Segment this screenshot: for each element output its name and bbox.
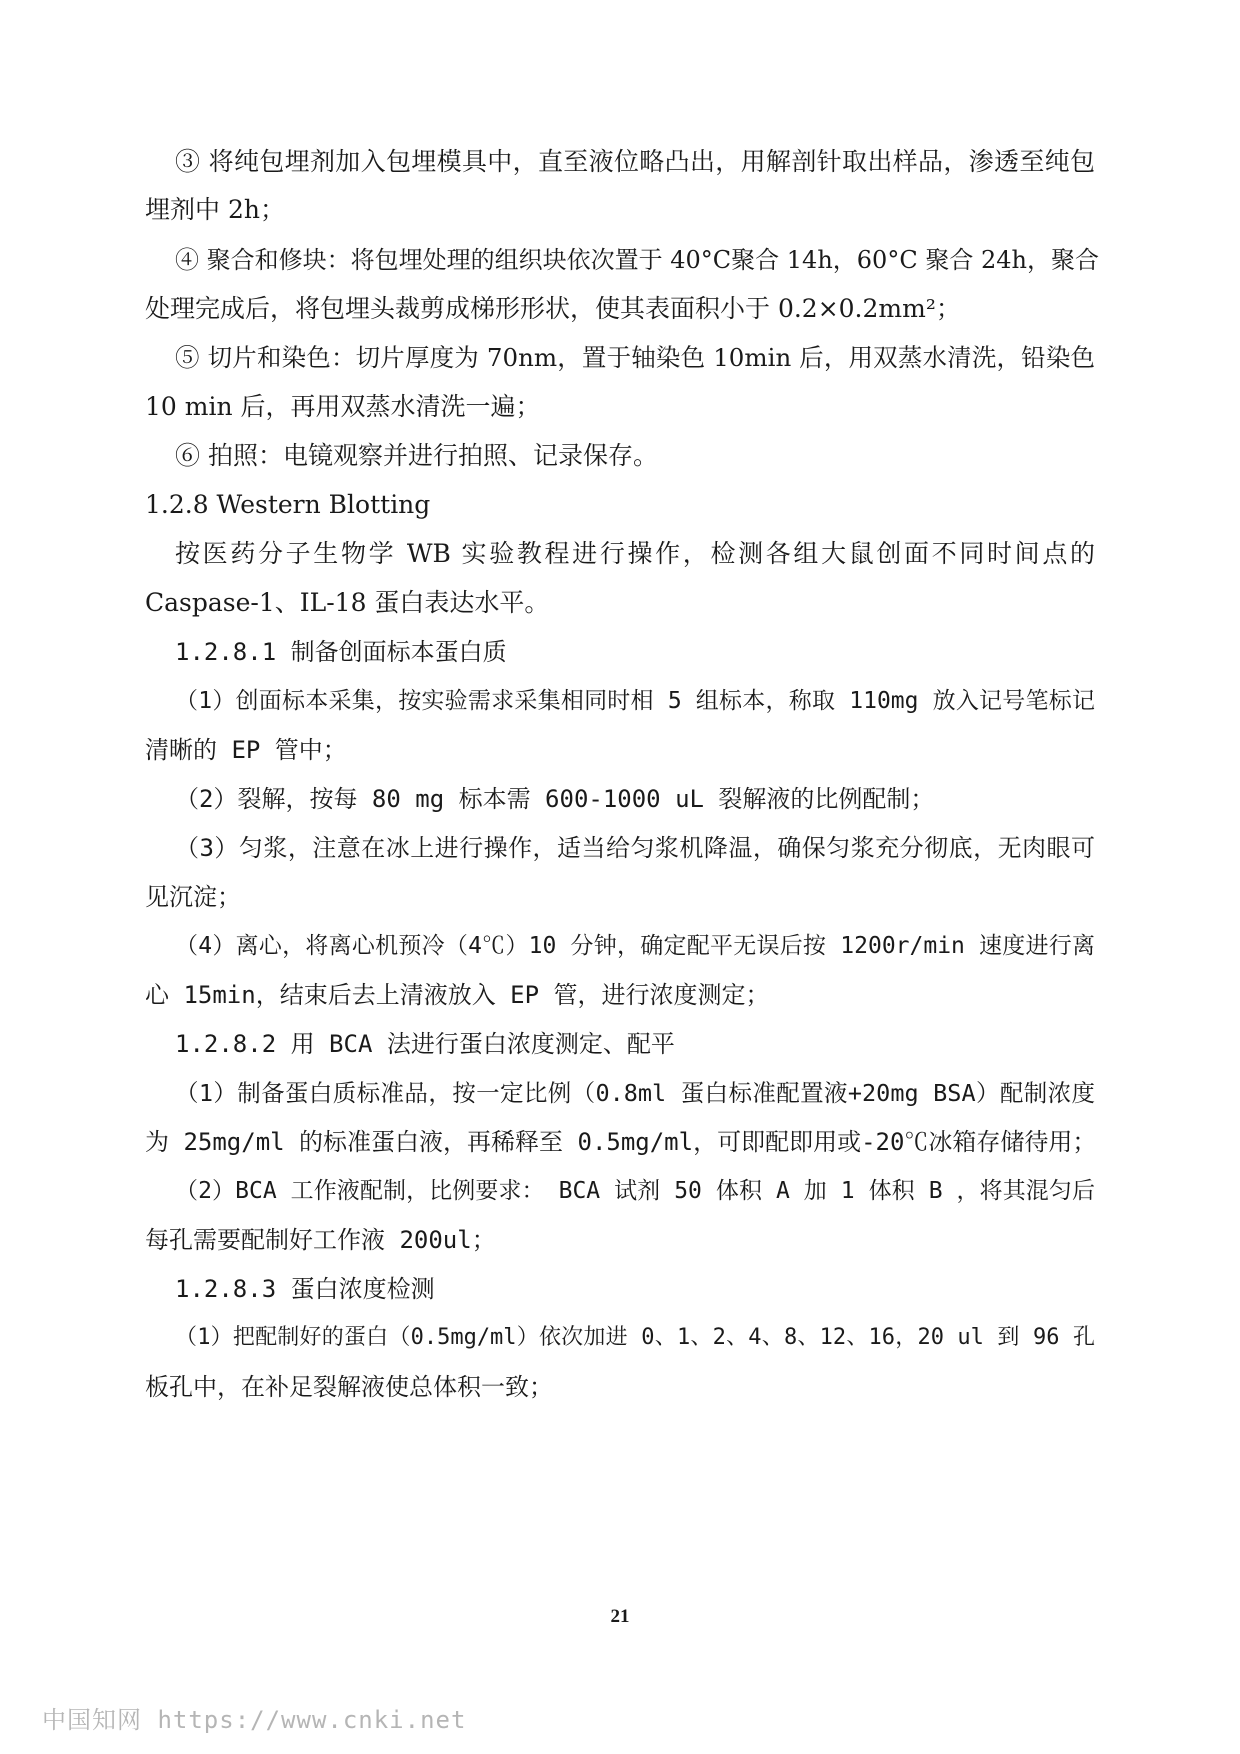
page-number: 21 [610, 1606, 630, 1627]
paragraph-line: Caspase-1、IL-18 蛋白表达水平。 [145, 588, 550, 617]
paragraph-line: ⑥ 拍照：电镜观察并进行拍照、记录保存。 [175, 441, 658, 470]
paragraph-line: 为 25mg/ml 的标准蛋白液，再稀释至 0.5mg/ml，可即配即用或-20℃冰箱存储待用； [145, 1128, 1097, 1156]
paragraph-line: 每孔需要配制好工作液 200ul； [145, 1226, 496, 1254]
paragraph-line: 板孔中，在补足裂解液使总体积一致； [145, 1373, 553, 1401]
subsection-heading: 1.2.8.3 蛋白浓度检测 [175, 1275, 435, 1303]
paragraph-line: 心 15min，结束后去上清液放入 EP 管，进行浓度测定； [145, 981, 770, 1009]
subsection-heading: 1.2.8.1 制备创面标本蛋白质 [175, 638, 507, 666]
paragraph-line: 10 min 后，再用双蒸水清洗一遍； [145, 392, 541, 421]
subsection-heading: 1.2.8.2 用 BCA 法进行蛋白浓度测定、配平 [175, 1030, 675, 1058]
watermark: 中国知网 https://www.cnki.net [42, 1706, 467, 1734]
paragraph-line: （1）制备蛋白质标准品，按一定比例（0.8ml 蛋白标准配置液+20mg BSA）配制浓度 [175, 1079, 1095, 1107]
paragraph-line: （1）把配制好的蛋白（0.5mg/ml）依次加进 0、1、2、4、8、12、16，20 ul 到 96 孔 [175, 1325, 1095, 1350]
paragraph-line: ③ 将纯包埋剂加入包埋模具中，直至液位略凸出，用解剖针取出样品，渗透至纯包 [175, 147, 1095, 176]
paragraph-line: 处理完成后，将包埋头裁剪成梯形形状，使其表面积小于 0.2×0.2mm²； [145, 294, 961, 323]
paragraph-line: ④ 聚合和修块：将包埋处理的组织块依次置于 40°C聚合 14h，60°C 聚合 24h，聚合 [175, 246, 1099, 274]
paragraph-line: （3）匀浆，注意在冰上进行操作，适当给匀浆机降温，确保匀浆充分彻底，无肉眼可 [175, 834, 1095, 862]
paragraph-line: ⑤ 切片和染色：切片厚度为 70nm，置于轴染色 10min 后，用双蒸水清洗，铅染色 [175, 343, 1095, 372]
section-heading: 1.2.8 Western Blotting [145, 490, 431, 519]
paragraph-line: （2）BCA 工作液配制，比例要求： BCA 试剂 50 体积 A 加 1 体积 B ，将其混匀后 [175, 1178, 1095, 1204]
paragraph-line: （4）离心，将离心机预冷（4℃）10 分钟，确定配平无误后按 1200r/min 速度进行离 [175, 933, 1095, 959]
paragraph-line: 见沉淀； [145, 883, 241, 911]
paragraph-line: 埋剂中 2h； [145, 195, 285, 224]
paragraph-line: 按医药分子生物学 WB 实验教程进行操作，检测各组大鼠创面不同时间点的 [175, 539, 1095, 568]
paragraph-line: 清晰的 EP 管中； [145, 736, 347, 764]
paragraph-line: （2）裂解，按每 80 mg 标本需 600-1000 uL 裂解液的比例配制； [175, 785, 935, 813]
paragraph-line: （1）创面标本采集，按实验需求采集相同时相 5 组标本，称取 110mg 放入记号笔标记 [175, 688, 1095, 714]
